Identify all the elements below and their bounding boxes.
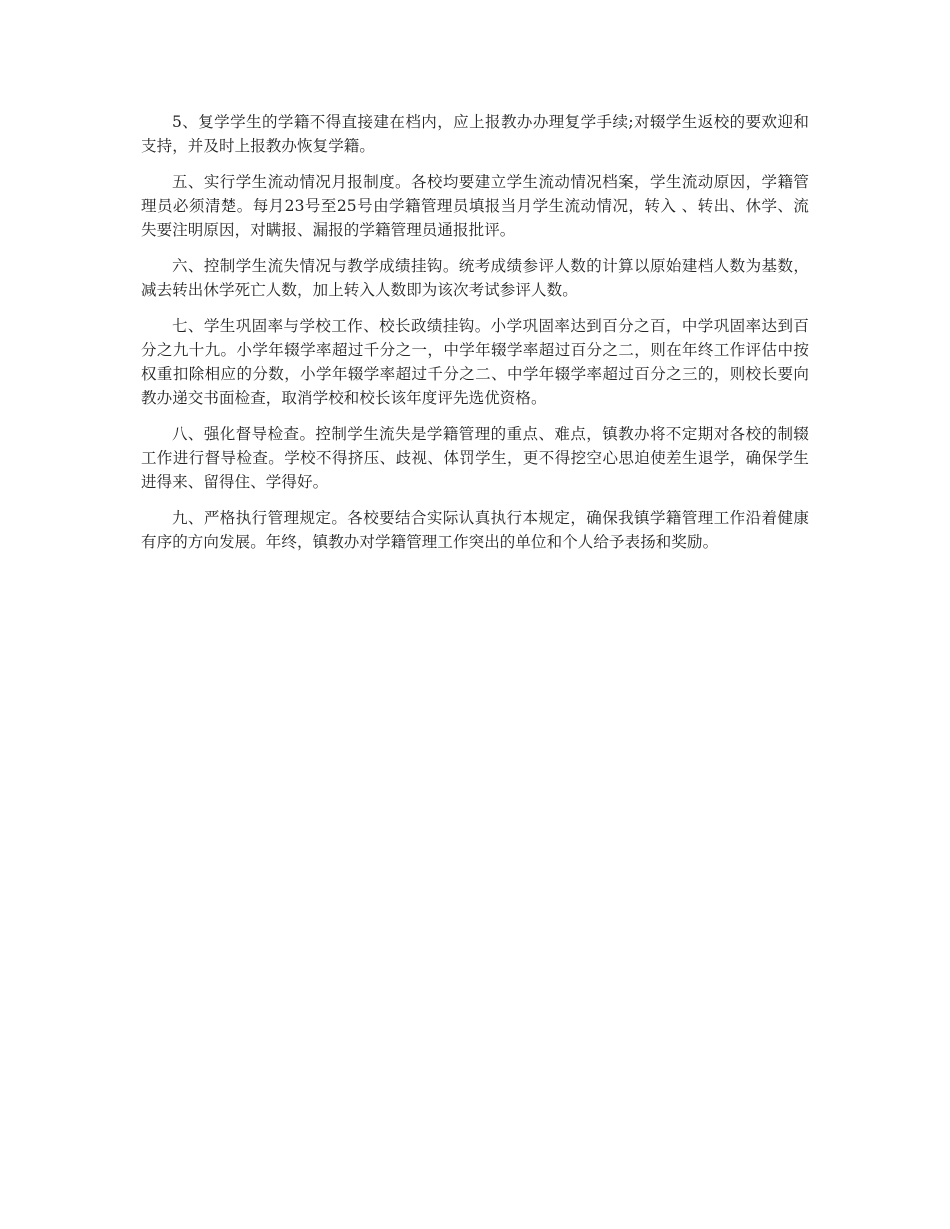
paragraph-retention-rate: 七、学生巩固率与学校工作、校长政绩挂钩。小学巩固率达到百分之百，中学巩固率达到百分之九十九。小学年辍学率超过千分之一，中学年辍学率超过百分之二，则在年终工作评估中按权重扣除相应的分数，小学年辍学率超过千分之二、中学年辍学率超过百分之三的，则校长要向教办递交书面检查，取消学校和校长该年度评先选优资格。: [141, 317, 809, 407]
paragraph-monthly-report: 五、实行学生流动情况月报制度。各校均要建立学生流动情况档案，学生流动原因，学籍管理员必须清楚。每月23号至25号由学籍管理员填报当月学生流动情况，转入 、转出、休学、流失要注明原因，对瞒报、漏报的学籍管理员通报批评。: [141, 173, 809, 239]
paragraph-dropout-scores: 六、控制学生流失情况与教学成绩挂钩。统考成绩参评人数的计算以原始建档人数为基数，减去转出休学死亡人数，加上转入人数即为该次考试参评人数。: [141, 257, 809, 299]
paragraph-enforcement: 九、严格执行管理规定。各校要结合实际认真执行本规定，确保我镇学籍管理工作沿着健康有序的方向发展。年终，镇教办对学籍管理工作突出的单位和个人给予表扬和奖励。: [141, 509, 809, 551]
paragraph-readmission: 5、复学学生的学籍不得直接建在档内，应上报教办办理复学手续;对辍学生返校的要欢迎和支持，并及时上报教办恢复学籍。: [141, 113, 809, 155]
paragraph-supervision: 八、强化督导检查。控制学生流失是学籍管理的重点、难点，镇教办将不定期对各校的制辍工作进行督导检查。学校不得挤压、歧视、体罚学生，更不得挖空心思迫使差生退学，确保学生进得来、留得住、学得好。: [141, 425, 809, 491]
document-body: [141, 110, 809, 566]
